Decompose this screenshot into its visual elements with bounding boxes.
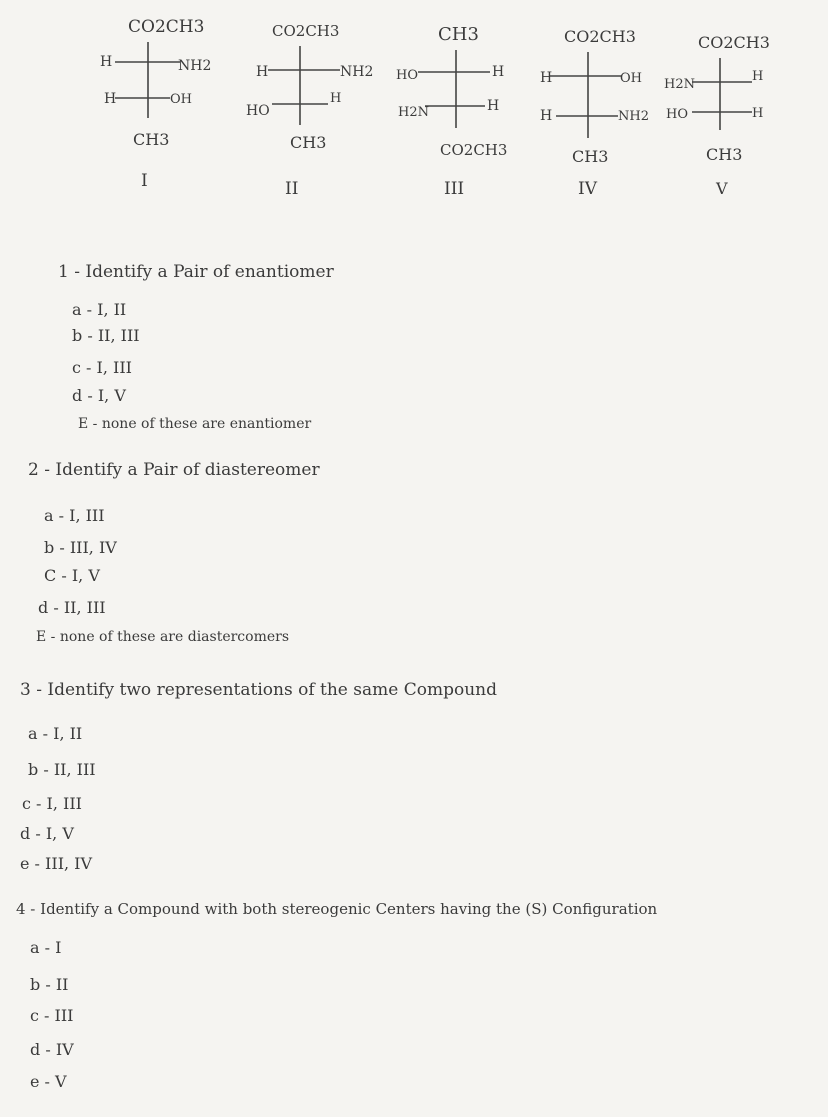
structure-III-bottom: CO2CH3	[440, 141, 508, 159]
structure-III-right-top: H	[492, 64, 505, 80]
question-1: 1 - Identify a Pair of enantiomer	[58, 262, 334, 282]
structure-V-left-top: H2N	[664, 77, 695, 92]
question-1-option-b: b - II, III	[72, 326, 140, 345]
question-2: 2 - Identify a Pair of diastereomer	[28, 460, 320, 480]
structure-V-bottom: CH3	[706, 145, 743, 164]
question-2-option-d: d - II, III	[38, 598, 106, 617]
structure-V-left-bottom: HO	[666, 107, 688, 122]
question-3-option-a: a - I, II	[28, 724, 83, 743]
structure-IV-bottom: CH3	[572, 147, 609, 166]
question-2-option-e: E - none of these are diastercomers	[36, 629, 290, 645]
structure-IV	[540, 27, 649, 199]
structure-V-right-bottom: H	[752, 106, 764, 121]
structure-III-left-top: HO	[396, 68, 418, 83]
structure-I-bottom: CH3	[133, 130, 170, 149]
structure-IV-right-top: OH	[620, 71, 642, 86]
question-3-option-c: c - I, III	[22, 794, 82, 813]
structure-V-numeral: V	[716, 179, 728, 198]
question-4: 4 - Identify a Compound with both stereogenic Centers having the (S) Configuration	[16, 900, 658, 918]
question-1-option-e: E - none of these are enantiomer	[78, 416, 312, 432]
structure-II-left-bottom: HO	[246, 103, 270, 119]
question-4-option-b: b - II	[30, 975, 69, 994]
structure-I-left-top: H	[100, 54, 113, 70]
structure-I-left-bottom: H	[104, 91, 117, 107]
question-2-option-b: b - III, IV	[44, 538, 117, 557]
structure-II	[246, 22, 373, 199]
structure-II-right-bottom: H	[330, 91, 342, 106]
structure-III-left-bottom: H2N	[398, 105, 429, 120]
structure-III-numeral: III	[444, 179, 465, 199]
question-4-option-a: a - I	[30, 938, 62, 957]
fischer-projections	[0, 0, 828, 210]
structure-II-bottom: CH3	[290, 133, 327, 152]
structure-I-top: CO2CH3	[128, 17, 205, 37]
structure-IV-top: CO2CH3	[564, 27, 636, 46]
question-1-option-a: a - I, II	[72, 300, 127, 319]
question-4-option-e: e - V	[30, 1072, 67, 1091]
question-1-option-c: c - I, III	[72, 358, 132, 377]
structure-V	[664, 33, 770, 198]
structure-I	[100, 17, 211, 191]
structure-II-top: CO2CH3	[272, 22, 340, 40]
question-1-option-d: d - I, V	[72, 386, 126, 405]
question-3-option-e: e - III, IV	[20, 854, 93, 873]
question-4-option-d: d - IV	[30, 1040, 74, 1059]
structure-III-right-bottom: H	[487, 98, 500, 114]
structure-V-top: CO2CH3	[698, 33, 770, 52]
structure-II-right-top: NH2	[340, 64, 374, 80]
question-3-option-b: b - II, III	[28, 760, 96, 779]
structure-IV-left-top: H	[540, 70, 553, 86]
structure-IV-numeral: IV	[578, 179, 597, 199]
structure-IV-right-bottom: NH2	[618, 109, 649, 124]
question-2-option-a: a - I, III	[44, 506, 105, 525]
structure-IV-left-bottom: H	[540, 108, 553, 124]
structure-II-numeral: II	[285, 179, 299, 199]
question-2-option-c: C - I, V	[44, 566, 100, 585]
structure-III-top: CH3	[438, 24, 479, 45]
question-3: 3 - Identify two representations of the same Compound	[20, 680, 497, 700]
structure-I-numeral: I	[141, 171, 148, 191]
structure-I-right-bottom: OH	[170, 92, 192, 107]
question-3-option-d: d - I, V	[20, 824, 74, 843]
structure-I-right-top: NH2	[178, 58, 212, 74]
structure-V-right-top: H	[752, 69, 764, 84]
question-4-option-c: c - III	[30, 1006, 74, 1025]
structure-III	[396, 24, 507, 199]
structure-II-left-top: H	[256, 64, 269, 80]
